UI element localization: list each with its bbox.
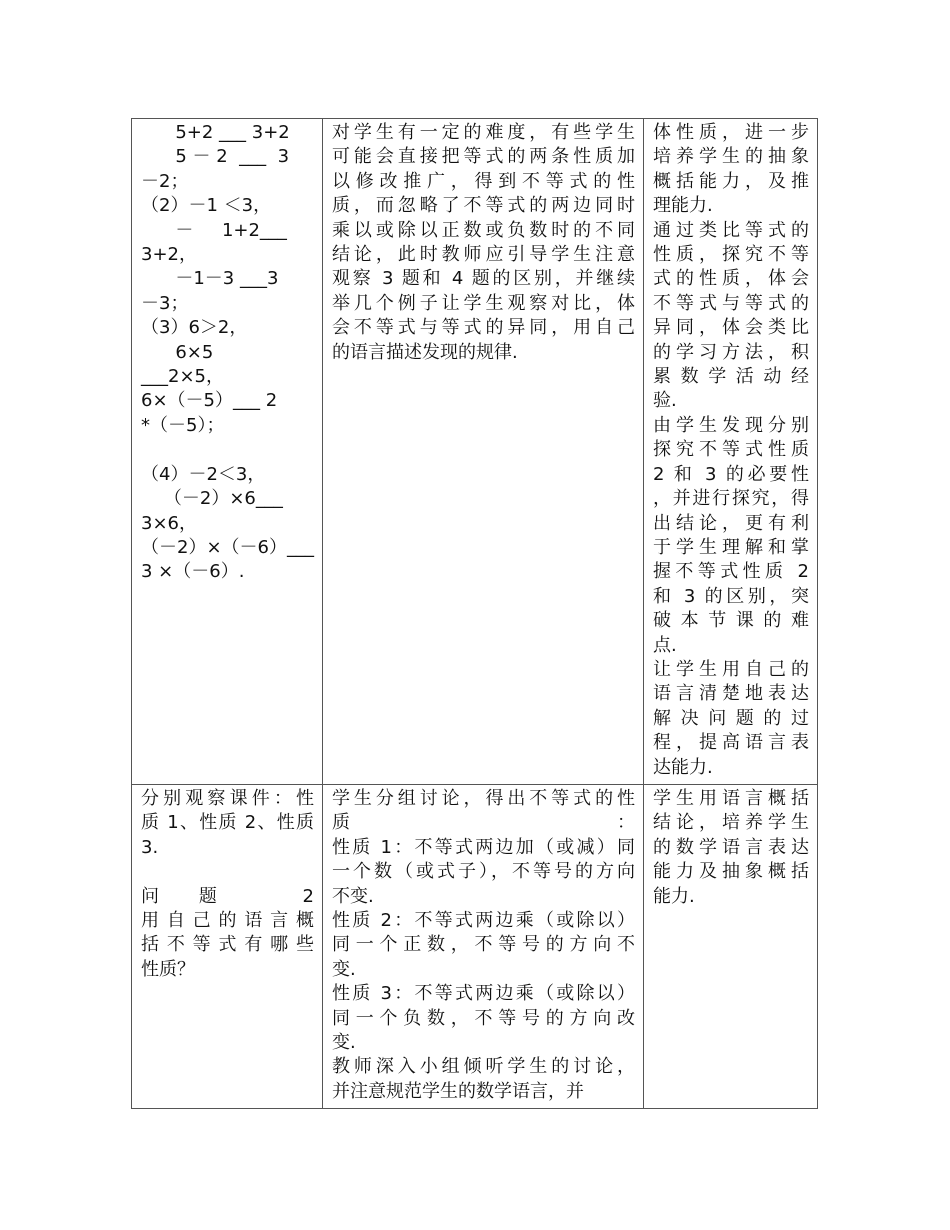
text-line: 握不等式性质 2 (653, 561, 809, 583)
text-line: 出结论，更有利 (653, 512, 809, 534)
text-line: ___2×5， (141, 366, 224, 388)
text-line: 点. (653, 634, 677, 656)
text-line: 不变. (332, 885, 374, 907)
text-line: 3. (141, 836, 159, 858)
text-line: 于学生理解和掌 (653, 536, 809, 558)
text-line: 破 本 节 课 的 难 (653, 610, 809, 632)
text-line: 乘以或除以正数或负数时的不同 (332, 219, 635, 241)
text-line: 通过类比等式的 (653, 219, 809, 241)
lesson-plan-table (131, 118, 818, 1109)
text-line: 验. (653, 390, 677, 412)
text-line: 质，而忽略了不等式的两边同时 (332, 195, 635, 217)
text-line: 举几个例子让学生观察对比，体 (332, 292, 635, 314)
text-line: 用 自 己 的 语 言 概 (141, 910, 314, 931)
text-line (141, 438, 314, 462)
teacher-notes-cell (323, 119, 644, 785)
text-line (141, 860, 314, 884)
text-line: 3+2， (141, 244, 197, 266)
design-intent-cell (644, 119, 818, 785)
text-line: 性质 1：不等式两边加（或减）同 (332, 836, 635, 858)
text-line: 会不等式与等式的异同，用自己 (332, 317, 635, 339)
text-line: 观察 3 题和 4 题的区别，并继续 (332, 268, 635, 290)
text-line: 累 数 学 活 动 经 (653, 366, 809, 388)
text-line: 并注意规范学生的数学语言，并 (332, 1080, 584, 1102)
text-line: （2）－1 ＜3， (141, 195, 272, 217)
text-line: 性质，探究不等 (653, 244, 809, 266)
text-line: 可能会直接把等式的两条性质加 (332, 146, 635, 168)
text-line: 异同，体会类比 (653, 317, 809, 339)
table-row (132, 119, 818, 785)
examples-cell (132, 119, 323, 785)
text-line: 性质 2：不等式两边乘（或除以） (332, 910, 635, 931)
text-line: 对学生有一定的难度，有些学生 (332, 122, 635, 143)
text-line: 学生用语言概括 (653, 787, 809, 809)
text-line: *（－5）； (141, 414, 225, 436)
text-line: 质 1、性质 2、性质 (141, 812, 314, 834)
text-line: 达能力. (653, 756, 713, 778)
text-line: 培养学生的抽象 (653, 146, 809, 168)
table-row (132, 784, 818, 1108)
text-line: －2； (141, 170, 189, 192)
text-line: 性质 3：不等式两边乘（或除以） (332, 983, 635, 1005)
text-line: （3）6＞2， (141, 317, 248, 339)
text-line: 变. (332, 1032, 356, 1054)
text-line: 程，提高语言表 (653, 732, 809, 754)
text-line: 结论，此时教师应引导学生注意 (332, 244, 635, 266)
text-line: 2 和 3 的必要性 (653, 463, 809, 485)
text-line: 的数学语言表达 (653, 836, 809, 858)
text-line: 性质？ (141, 958, 195, 980)
text-line: 的语言描述发现的规律. (332, 341, 518, 363)
text-line: （－2）×6___ (141, 488, 283, 510)
design-intent-cell (644, 784, 818, 1108)
text-line: 体性质，进一步 (653, 122, 809, 143)
text-line: 同一个负数，不等号的方向改 (332, 1007, 635, 1029)
text-line: 质： (332, 812, 635, 834)
text-line: 变. (332, 958, 356, 980)
text-line: 5 － 2 ___ 3 (141, 146, 290, 168)
discussion-cell (323, 784, 644, 1108)
text-line: 问题 2 (141, 885, 314, 907)
text-line: 括 不 等 式 有 哪 些 (141, 934, 314, 956)
text-line: 解 决 问 题 的 过 (653, 707, 809, 729)
text-line: 6×5 (141, 341, 214, 363)
text-line: 概括能力，及推 (653, 170, 809, 192)
text-line: －3； (141, 292, 189, 314)
text-line: （4）－2＜3， (141, 463, 266, 485)
text-line: 式的性质，体会 (653, 268, 809, 290)
text-line: 探究不等式性质 (653, 439, 809, 461)
text-line: 学生分组讨论，得出不等式的性 (332, 787, 635, 809)
text-line: ，并进行探究，得 (653, 488, 809, 510)
text-line: 5+2 ___ 3+2 (141, 122, 290, 143)
text-line: －1－3 ___3 (141, 268, 279, 290)
text-line: 分别观察课件：性 (141, 787, 314, 809)
text-line: 一个数（或式子），不等号的方向 (332, 861, 635, 883)
text-line: 语言清楚地表达 (653, 683, 809, 705)
text-line: － 1+2___ (141, 219, 287, 241)
text-line: 3 ×（－6）. (141, 561, 245, 583)
text-line: 的学习方法，积 (653, 341, 809, 363)
text-line: 结论，培养学生 (653, 812, 809, 834)
activity-cell (132, 784, 323, 1108)
text-line: （－2）×（－6）___ (141, 536, 314, 558)
text-line: 3×6， (141, 512, 197, 534)
text-line: 不等式与等式的 (653, 292, 809, 314)
text-line: 和 3 的区别，突 (653, 585, 809, 607)
text-line: 6×（－5）___ 2 (141, 390, 278, 412)
text-line: 教师深入小组倾听学生的讨论， (332, 1056, 635, 1078)
text-line: 以修改推广，得到不等式的性 (332, 170, 635, 192)
text-line: 由学生发现分别 (653, 414, 809, 436)
text-line: 理能力. (653, 195, 713, 217)
text-line: 让学生用自己的 (653, 658, 809, 680)
text-line: 能力. (653, 885, 695, 907)
text-line: 能力及抽象概括 (653, 861, 809, 883)
text-line: 同一个正数，不等号的方向不 (332, 934, 635, 956)
